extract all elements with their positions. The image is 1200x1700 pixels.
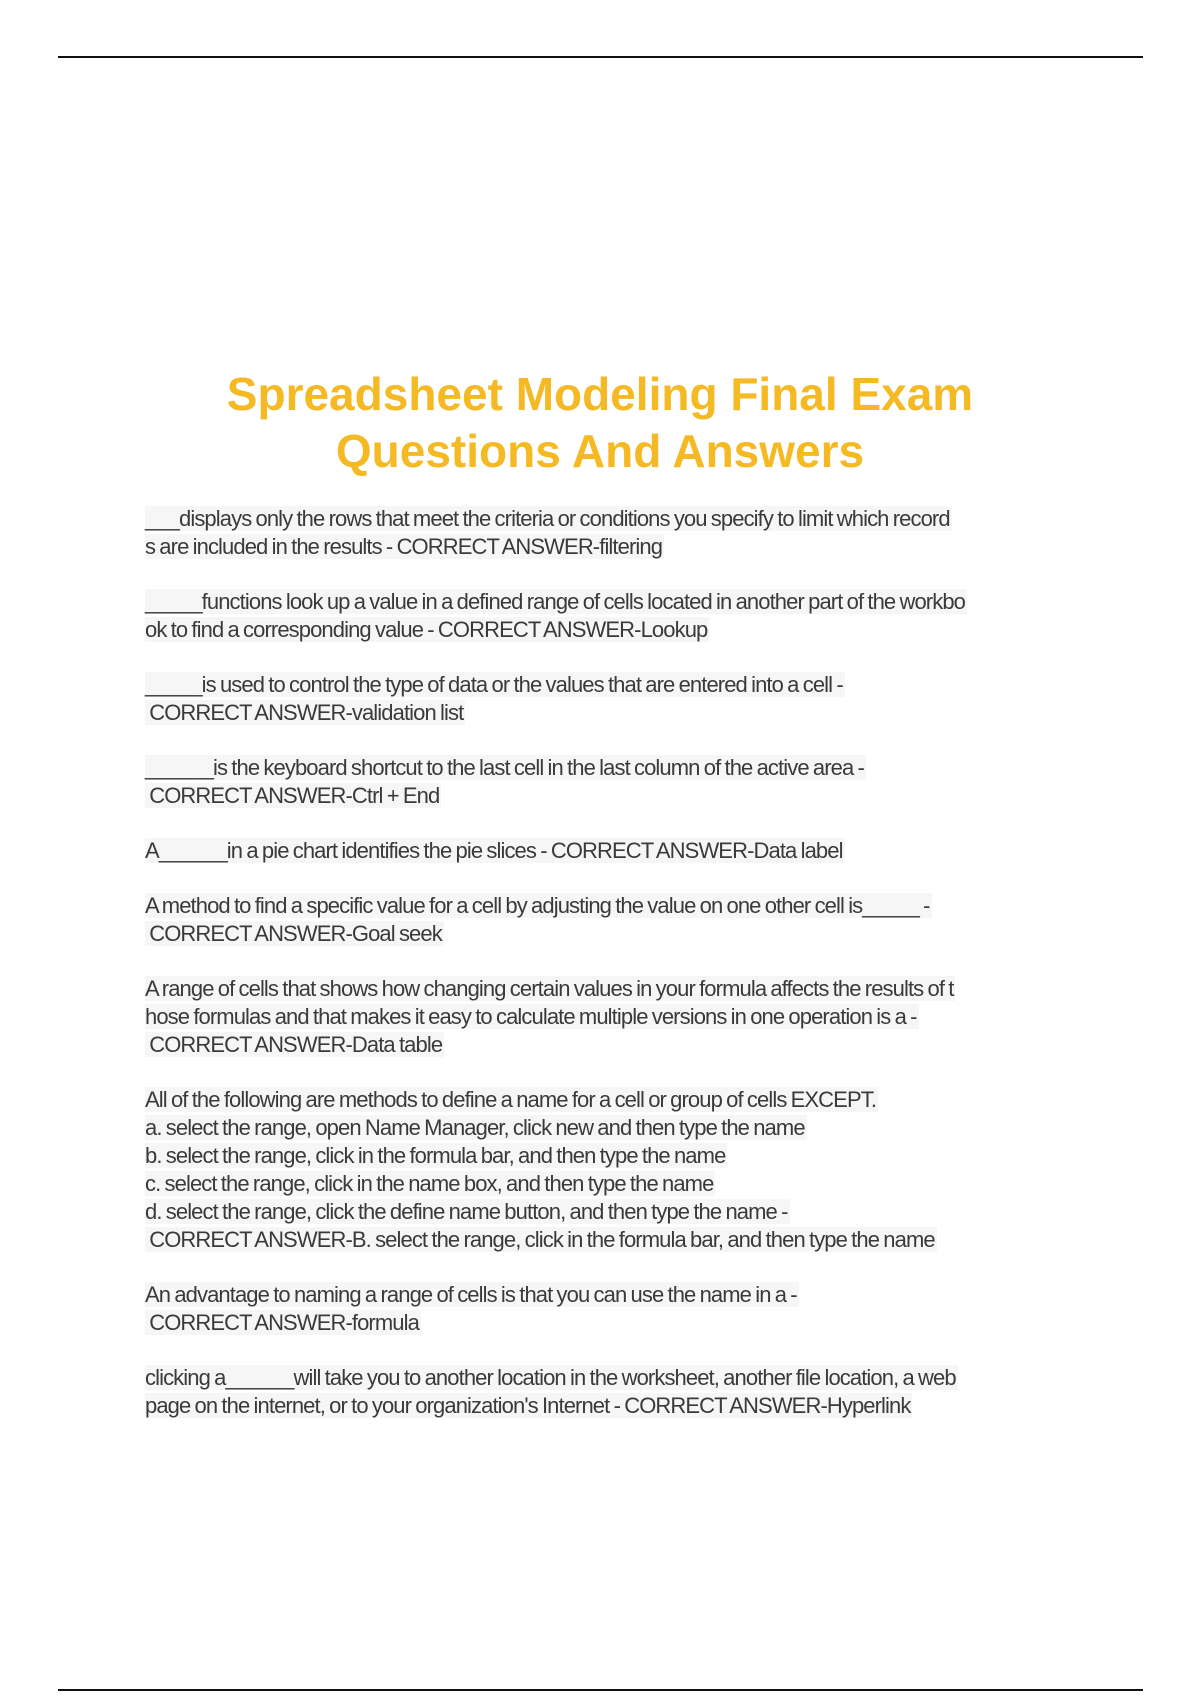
qa-item: [145, 837, 1090, 865]
bottom-rule: [58, 1689, 1143, 1691]
qa-line: page on the internet, or to your organization's Internet - CORRECT ANSWER-Hyperlink: [145, 1393, 911, 1418]
qa-item: [145, 588, 1090, 644]
qa-line: A______in a pie chart identifies the pie slices - CORRECT ANSWER-Data label: [145, 838, 843, 863]
qa-line: ___displays only the rows that meet the criteria or conditions you specify to limit which record: [145, 506, 950, 531]
title-line-2: Questions And Answers: [335, 425, 865, 477]
qa-line: ______is the keyboard shortcut to the last cell in the last column of the active area -: [145, 755, 864, 780]
qa-line: CORRECT ANSWER-formula: [145, 1310, 419, 1335]
qa-line: CORRECT ANSWER-Ctrl + End: [145, 783, 440, 808]
top-rule: [58, 56, 1143, 58]
qa-item: [145, 892, 1090, 948]
qa-line: CORRECT ANSWER-validation list: [145, 700, 464, 725]
qa-line: A range of cells that shows how changing certain values in your formula affects the results of t: [145, 976, 954, 1001]
qa-line: d. select the range, click the define name button, and then type the name -: [145, 1199, 788, 1224]
qa-line: _____is used to control the type of data or the values that are entered into a cell -: [145, 672, 843, 697]
document-title: [0, 366, 1200, 480]
title-line-1: Spreadsheet Modeling Final Exam: [226, 368, 974, 420]
qa-line: An advantage to naming a range of cells is that you can use the name in a -: [145, 1282, 797, 1307]
qa-item: [145, 1086, 1090, 1254]
qa-item: [145, 1281, 1090, 1337]
qa-line: c. select the range, click in the name box, and then type the name: [145, 1171, 714, 1196]
qa-item: [145, 671, 1090, 727]
qa-line: CORRECT ANSWER-Data table: [145, 1032, 443, 1057]
qa-line: CORRECT ANSWER-B. select the range, click in the formula bar, and then type the name: [145, 1227, 935, 1252]
qa-line: a. select the range, open Name Manager, click new and then type the name: [145, 1115, 805, 1140]
qa-item: [145, 505, 1090, 561]
qa-item: [145, 1364, 1090, 1420]
qa-line: A method to find a specific value for a cell by adjusting the value on one other cell is_____ -: [145, 893, 930, 918]
qa-line: b. select the range, click in the formula bar, and then type the name: [145, 1143, 726, 1168]
qa-line: ok to find a corresponding value - CORRECT ANSWER-Lookup: [145, 617, 708, 642]
qa-line: s are included in the results - CORRECT ANSWER-filtering: [145, 534, 663, 559]
qa-list: [145, 505, 1090, 1447]
qa-item: [145, 975, 1090, 1059]
qa-line: CORRECT ANSWER-Goal seek: [145, 921, 442, 946]
qa-line: _____functions look up a value in a defined range of cells located in another part of the workbo: [145, 589, 965, 614]
qa-item: [145, 754, 1090, 810]
qa-line: hose formulas and that makes it easy to calculate multiple versions in one operation is a -: [145, 1004, 917, 1029]
qa-line: clicking a______will take you to another location in the worksheet, another file location, a web: [145, 1365, 956, 1390]
qa-line: All of the following are methods to define a name for a cell or group of cells EXCEPT.: [145, 1087, 877, 1112]
